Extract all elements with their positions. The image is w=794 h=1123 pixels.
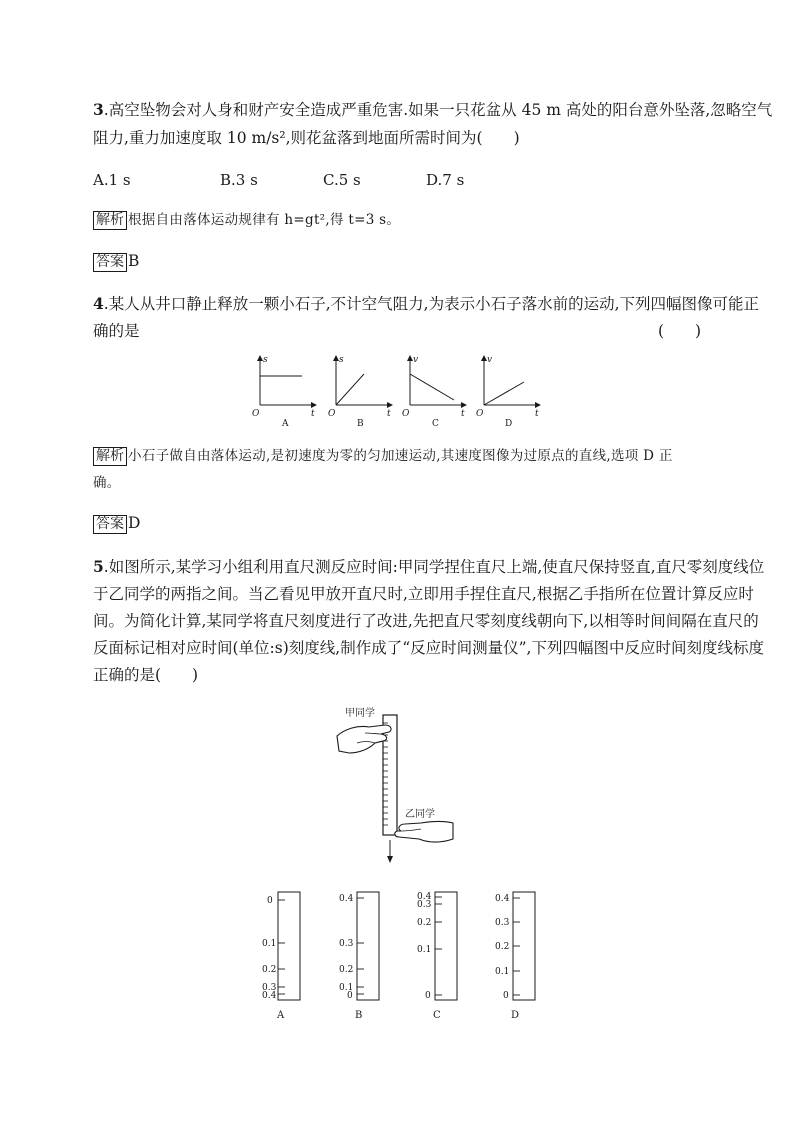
ruler-c [417, 892, 457, 1021]
axis-label-v: v [487, 355, 493, 365]
origin-label: O [252, 409, 260, 419]
axis-label-t: t [535, 409, 539, 419]
tick-label: 0.2 [262, 965, 277, 975]
graph-c [402, 355, 466, 429]
question-number: 5 [93, 557, 104, 576]
ruler-label-c: C [433, 1010, 441, 1021]
tick-label: 0 [347, 991, 353, 1001]
tick-label: 0 [503, 991, 509, 1001]
label-yi: 乙同学 [405, 809, 435, 820]
tick-label: 0.1 [262, 939, 277, 949]
graph-label-d: D [505, 419, 513, 429]
axis-label-v: v [413, 355, 419, 365]
q3-answer: 答案 B [93, 251, 139, 272]
graph-label-b: B [357, 419, 364, 429]
q5-stem-line5: 正确的是( ) [93, 666, 199, 684]
origin-label: O [328, 409, 336, 419]
q3-option-d: D.7 s [426, 171, 465, 189]
q4-stem-line2: 确的是 [93, 322, 140, 340]
ruler-label-a: A [277, 1010, 285, 1021]
q3-option-a: A.1 s [93, 171, 131, 189]
answer-tag: 答案 [93, 515, 127, 534]
ruler-b [339, 892, 379, 1021]
tick-label: 0.1 [417, 945, 432, 955]
axis-label-t: t [461, 409, 465, 419]
graph-label-c: C [432, 419, 439, 429]
axis-label-s: s [263, 355, 268, 365]
q3-analysis: 解析 根据自由落体运动规律有 h=gt²,得 t=3 s。 [93, 209, 400, 230]
tick-label: 0.1 [495, 967, 510, 977]
q5-stem-line4: 反面标记相对应时间(单位:s)刻度线,制作成了“反应时间测量仪”,下列四幅图中反应时间刻度线标度 [93, 639, 764, 657]
q3-stem-line2: 阻力,重力加速度取 10 m/s²,则花盆落到地面所需时间为( ) [93, 129, 520, 147]
ruler-label-b: B [355, 1010, 363, 1021]
tick-label: 0 [425, 991, 431, 1001]
q4-analysis-line2: 确。 [93, 475, 121, 491]
tick-label: 0.3 [495, 918, 510, 928]
ruler-label-d: D [511, 1010, 520, 1021]
q4-answer: 答案 D [93, 513, 140, 534]
q4-stem-line1: 4.某人从井口静止释放一颗小石子,不计空气阻力,为表示小石子落水前的运动,下列四幅图像可能正 [93, 294, 760, 313]
graph-a [252, 355, 316, 429]
q3-stem-line1: 3.高空坠物会对人身和财产安全造成严重危害.如果一只花盆从 45 m 高处的阳台意外坠落,忽略空气 [93, 100, 773, 119]
tick-label: 0.2 [339, 965, 354, 975]
ruler-d [495, 892, 535, 1021]
ruler-a [262, 892, 300, 1021]
analysis-tag: 解析 [93, 447, 127, 466]
answer-tag: 答案 [93, 253, 127, 272]
tick-label: 0.3 [262, 983, 277, 993]
q3-option-b: B.3 s [220, 171, 258, 189]
tick-label: 0.4 [417, 892, 432, 902]
q5-ruler-illustration [335, 703, 465, 868]
tick-label: 0.4 [339, 894, 354, 904]
origin-label: O [476, 409, 484, 419]
tick-label: 0.1 [339, 983, 354, 993]
q4-graphs [248, 350, 548, 430]
tick-label: 0.2 [417, 918, 432, 928]
origin-label: O [402, 409, 410, 419]
graph-b [328, 355, 392, 429]
q5-stem-line3: 间。为简化计算,某同学将直尺刻度进行了改进,先把直尺零刻度线朝向下,以相等时间间隔在直尺的 [93, 612, 759, 630]
axis-label-t: t [387, 409, 391, 419]
q5-stem-line2: 于乙同学的两指之间。当乙看见甲放开直尺时,立即用手捏住直尺,根据乙手指所在位置计算反应时 [93, 585, 754, 603]
q4-analysis-line1: 解析 小石子做自由落体运动,是初速度为零的匀加速运动,其速度图像为过原点的直线,选项 D 正 [93, 445, 673, 466]
axis-label-t: t [311, 409, 315, 419]
q3-option-c: C.5 s [323, 171, 361, 189]
tick-label: 0.4 [495, 894, 510, 904]
q5-scale-options [255, 888, 540, 1023]
tick-label: 0.2 [495, 942, 510, 952]
graph-label-a: A [282, 419, 289, 429]
analysis-tag: 解析 [93, 211, 127, 230]
tick-label: 0 [267, 896, 273, 906]
axis-label-s: s [339, 355, 344, 365]
tick-label: 0.3 [339, 939, 354, 949]
q5-stem-line1: 5.如图所示,某学习小组利用直尺测反应时间:甲同学捏住直尺上端,使直尺保持竖直,直尺零刻度线位 [93, 557, 765, 576]
label-jia: 甲同学 [345, 708, 375, 719]
graph-d [476, 355, 540, 429]
question-number: 3 [93, 100, 104, 119]
tick-label: 0.4 [262, 991, 277, 1001]
q4-answer-paren: ( ) [658, 322, 702, 340]
question-number: 4 [93, 294, 104, 313]
tick-label: 0.3 [417, 900, 432, 910]
